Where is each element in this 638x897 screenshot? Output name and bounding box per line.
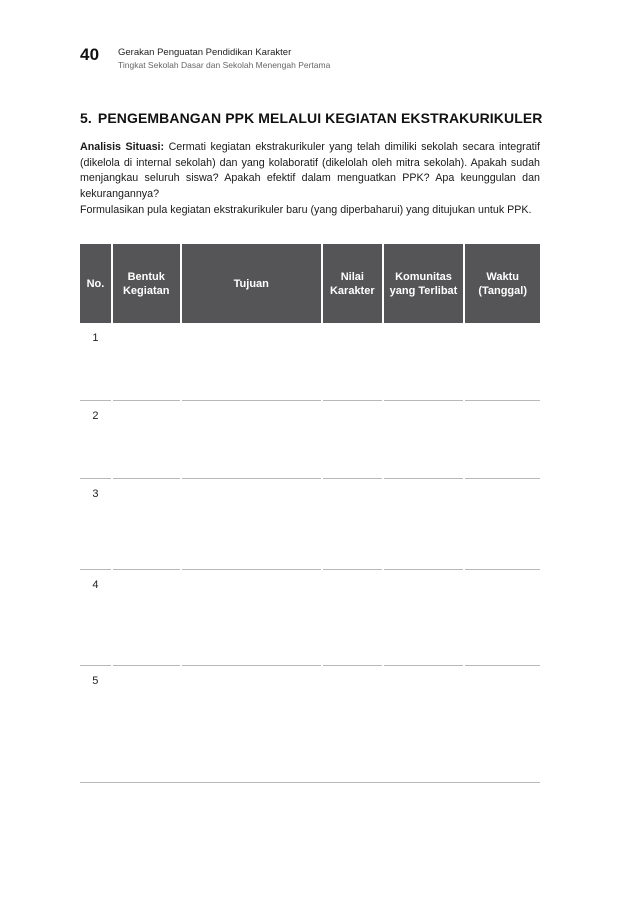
- header-waktu: Waktu (Tanggal): [465, 244, 540, 323]
- section-title: PENGEMBANGAN PPK MELALUI KEGIATAN EKSTRAKURIKULER: [97, 110, 543, 126]
- cell-tujuan[interactable]: [181, 666, 320, 783]
- table-row: [80, 570, 540, 666]
- cell-komunitas[interactable]: [384, 323, 464, 401]
- cell-tujuan[interactable]: [182, 323, 321, 401]
- cell-waktu[interactable]: [465, 401, 540, 479]
- cell-waktu[interactable]: [465, 479, 540, 570]
- cell-bentuk-kegiatan[interactable]: [113, 479, 180, 570]
- running-header: [80, 44, 560, 76]
- cell-bentuk-kegiatan[interactable]: [113, 570, 180, 666]
- cell-nilai-karakter[interactable]: [322, 666, 380, 783]
- row-number: 3: [80, 479, 111, 570]
- paragraph-1-text: Cermati kegiatan ekstrakurikuler yang telah dimiliki sekolah secara integratif (dikelola di internal sekolah) dan yang kolaboratif (dikelolah oleh mitra sekolah). Apakah sudah menjangkau seluruh siswa? Apakah efektif dalam menguatkan PPK? Apa keunggulan dan kekurangannya?: [80, 141, 540, 200]
- cell-nilai-karakter[interactable]: [323, 401, 382, 479]
- cell-tujuan[interactable]: [182, 401, 321, 479]
- page-number: 40: [80, 45, 100, 64]
- cell-komunitas[interactable]: [384, 401, 464, 479]
- section-heading: [80, 110, 543, 126]
- table-header-row: [80, 244, 540, 323]
- paragraph-1: [80, 140, 540, 202]
- cell-waktu[interactable]: [465, 323, 540, 401]
- table-row: [80, 323, 540, 401]
- running-subtitle: Tingkat Sekolah Dasar dan Sekolah Menengah Pertama: [118, 60, 331, 70]
- cell-tujuan[interactable]: [182, 570, 321, 666]
- cell-nilai-karakter[interactable]: [323, 570, 382, 666]
- situation-analysis: [80, 140, 540, 219]
- lead-label: Analisis Situasi:: [80, 141, 165, 153]
- paragraph-2: Formulasikan pula kegiatan ekstrakurikuler baru (yang diperbaharui) yang ditujukan untuk PPK.: [80, 204, 532, 216]
- table-row: [80, 479, 540, 570]
- row-number: 1: [80, 323, 111, 401]
- header-nilai-karakter: Nilai Karakter: [323, 244, 382, 323]
- cell-komunitas[interactable]: [382, 666, 461, 783]
- cell-nilai-karakter[interactable]: [323, 323, 382, 401]
- cell-komunitas[interactable]: [384, 479, 464, 570]
- cell-waktu[interactable]: [465, 570, 540, 666]
- header-no: No.: [80, 244, 111, 323]
- cell-nilai-karakter[interactable]: [323, 479, 382, 570]
- activity-table: [80, 244, 540, 783]
- running-title: Gerakan Penguatan Pendidikan Karakter: [118, 47, 292, 58]
- row-number: 4: [80, 570, 111, 666]
- cell-bentuk-kegiatan[interactable]: [113, 666, 179, 783]
- table-row: [80, 666, 540, 783]
- header-komunitas: Komunitas yang Terlibat: [384, 244, 464, 323]
- cell-bentuk-kegiatan[interactable]: [113, 323, 180, 401]
- header-tujuan: Tujuan: [182, 244, 321, 323]
- row-number: 2: [80, 401, 111, 479]
- section-number: 5.: [80, 110, 92, 126]
- cell-waktu[interactable]: [464, 666, 538, 783]
- cell-tujuan[interactable]: [182, 479, 321, 570]
- table-row: [80, 401, 540, 479]
- cell-bentuk-kegiatan[interactable]: [113, 401, 180, 479]
- table-bottom-rule: [80, 782, 540, 783]
- header-bentuk-kegiatan: Bentuk Kegiatan: [113, 244, 180, 323]
- row-number: 5: [92, 675, 99, 687]
- cell-komunitas[interactable]: [384, 570, 464, 666]
